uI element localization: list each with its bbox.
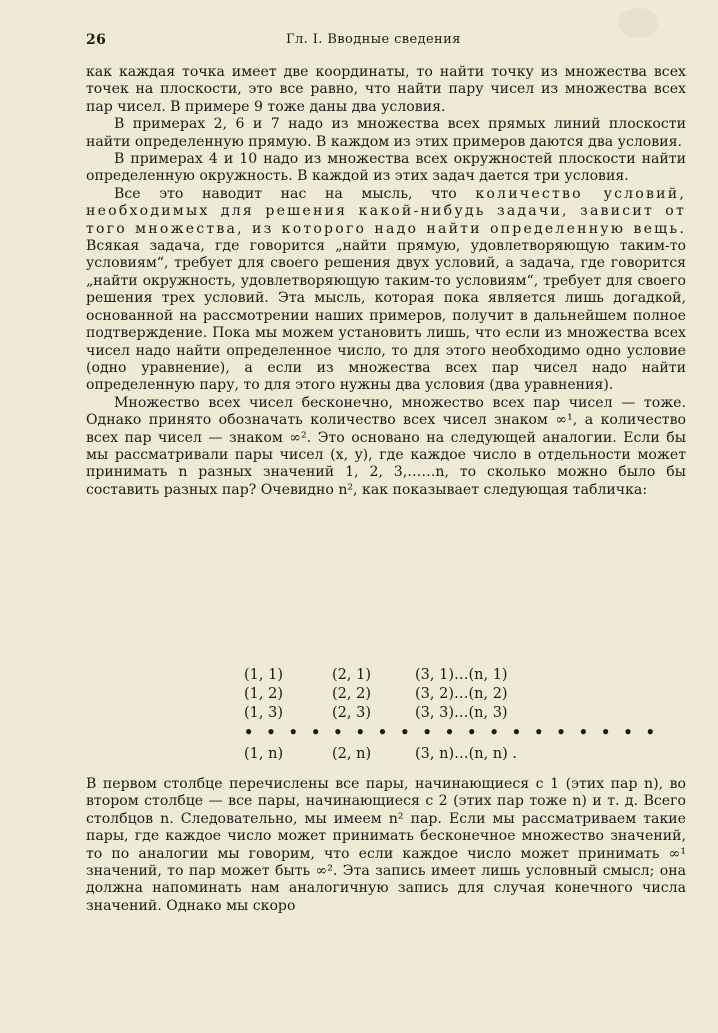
table-ellipsis-row: • • • • • • • • • • • • • • • • • • • <box>244 724 659 741</box>
running-title: Гл. I. Вводные сведения <box>286 32 461 47</box>
table-cell: (3, 2)…(n, 2) <box>415 686 508 702</box>
table-cell: (1, n) <box>244 746 284 762</box>
table-cell: (2, 3) <box>332 705 371 721</box>
table-cell: (2, 1) <box>332 667 371 683</box>
text-block-bottom <box>86 776 686 915</box>
paragraph-5: Множество всех чисел бесконечно, множество всех пар чисел — тоже. Однако принято обозначать количество всех чисел знаком ∞¹, а количество всех пар чисел — знаком ∞². Это основано на следующей аналогии. Если бы мы рассматривали пары чисел (x, y), где каждое число в отдельности может принимать n разных значений 1, 2, 3,……n, то сколько можно было бы составить разных пар? Очевидно n², как показывает следующая табличка: <box>86 394 686 498</box>
table-cell: (3, 1)…(n, 1) <box>415 667 508 683</box>
table-cell: (1, 2) <box>244 686 283 702</box>
paragraph-3: В примерах 4 и 10 надо из множества всех окружностей плоскости найти определенную окружность. В каждой из этих задач дается три условия. <box>86 151 686 185</box>
table-row <box>240 745 570 764</box>
table-cell: (1, 1) <box>244 667 283 683</box>
paragraph-2: В примерах 2, 6 и 7 надо из множества всех прямых линий плоскости найти определенную прямую. В каждом из этих примеров даются два условия. <box>86 116 686 150</box>
table-cell: (2, n) <box>332 746 372 762</box>
paragraph-1: как каждая точка имеет две координаты, то найти точку из множества всех точек на плоскости, это все равно, что найти пару чисел из множества всех пар чисел. В примере 9 тоже даны два условия. <box>86 64 686 115</box>
paragraph-4 <box>86 186 686 395</box>
text-block-top <box>86 64 686 499</box>
page-number: 26 <box>86 32 107 48</box>
paragraph-6: В первом столбце перечислены все пары, начинающиеся с 1 (этих пар n), во втором столбце — все пары, начинающиеся с 2 (этих пар тоже n) и т. д. Всего столбцов n. Следовательно, мы имеем n² пар. Если мы рассматриваем такие пары, где каждое число может принимать бесконечное множество значений, то по аналогии мы говорим, что если каждое число может принимать ∞¹ значений, то пар может быть ∞². Эта запись имеет лишь условный смысл; она должна напоминать нам аналогичную запись для случая конечного числа значений. Однако мы скоро <box>86 776 686 914</box>
table-cell: (1, 3) <box>244 705 283 721</box>
table-cell: (2, 2) <box>332 686 371 702</box>
table-cell: (3, 3)…(n, 3) <box>415 705 508 721</box>
paragraph-4-spaced: количество условий, необходимых для решения какой-нибудь задачи, зависит от того множества, из которого надо найти определенную вещь. <box>86 185 686 237</box>
running-header <box>86 32 686 52</box>
table-row <box>240 704 570 723</box>
paragraph-4-rest: Всякая задача, где говорится „найти прямую, удовлетворяющую таким-то условиям“, требует для своего решения двух условий, а задача, где говорится „найти окружность, удовлетворяющую таким-то условиям“, требует для своего решения трех условий. Эта мысль, которая пока является лишь догадкой, основанной на рассмотрении наших примеров, получит в дальнейшем полное подтверждение. Пока мы можем установить лишь, что если из множества всех чисел надо найти определенное число, то для этого необходимо одно условие (одно уравнение), а если из множества всех пар чисел надо найти определенную пару, то для этого нужны два условия (два уравнения). <box>86 238 686 394</box>
table-row <box>240 685 570 704</box>
table-cell: (3, n)…(n, n) . <box>415 746 518 762</box>
pairs-table <box>240 666 659 764</box>
table-row <box>240 666 570 685</box>
paragraph-4-lead: Все это наводит нас на мысль, что <box>114 185 476 202</box>
